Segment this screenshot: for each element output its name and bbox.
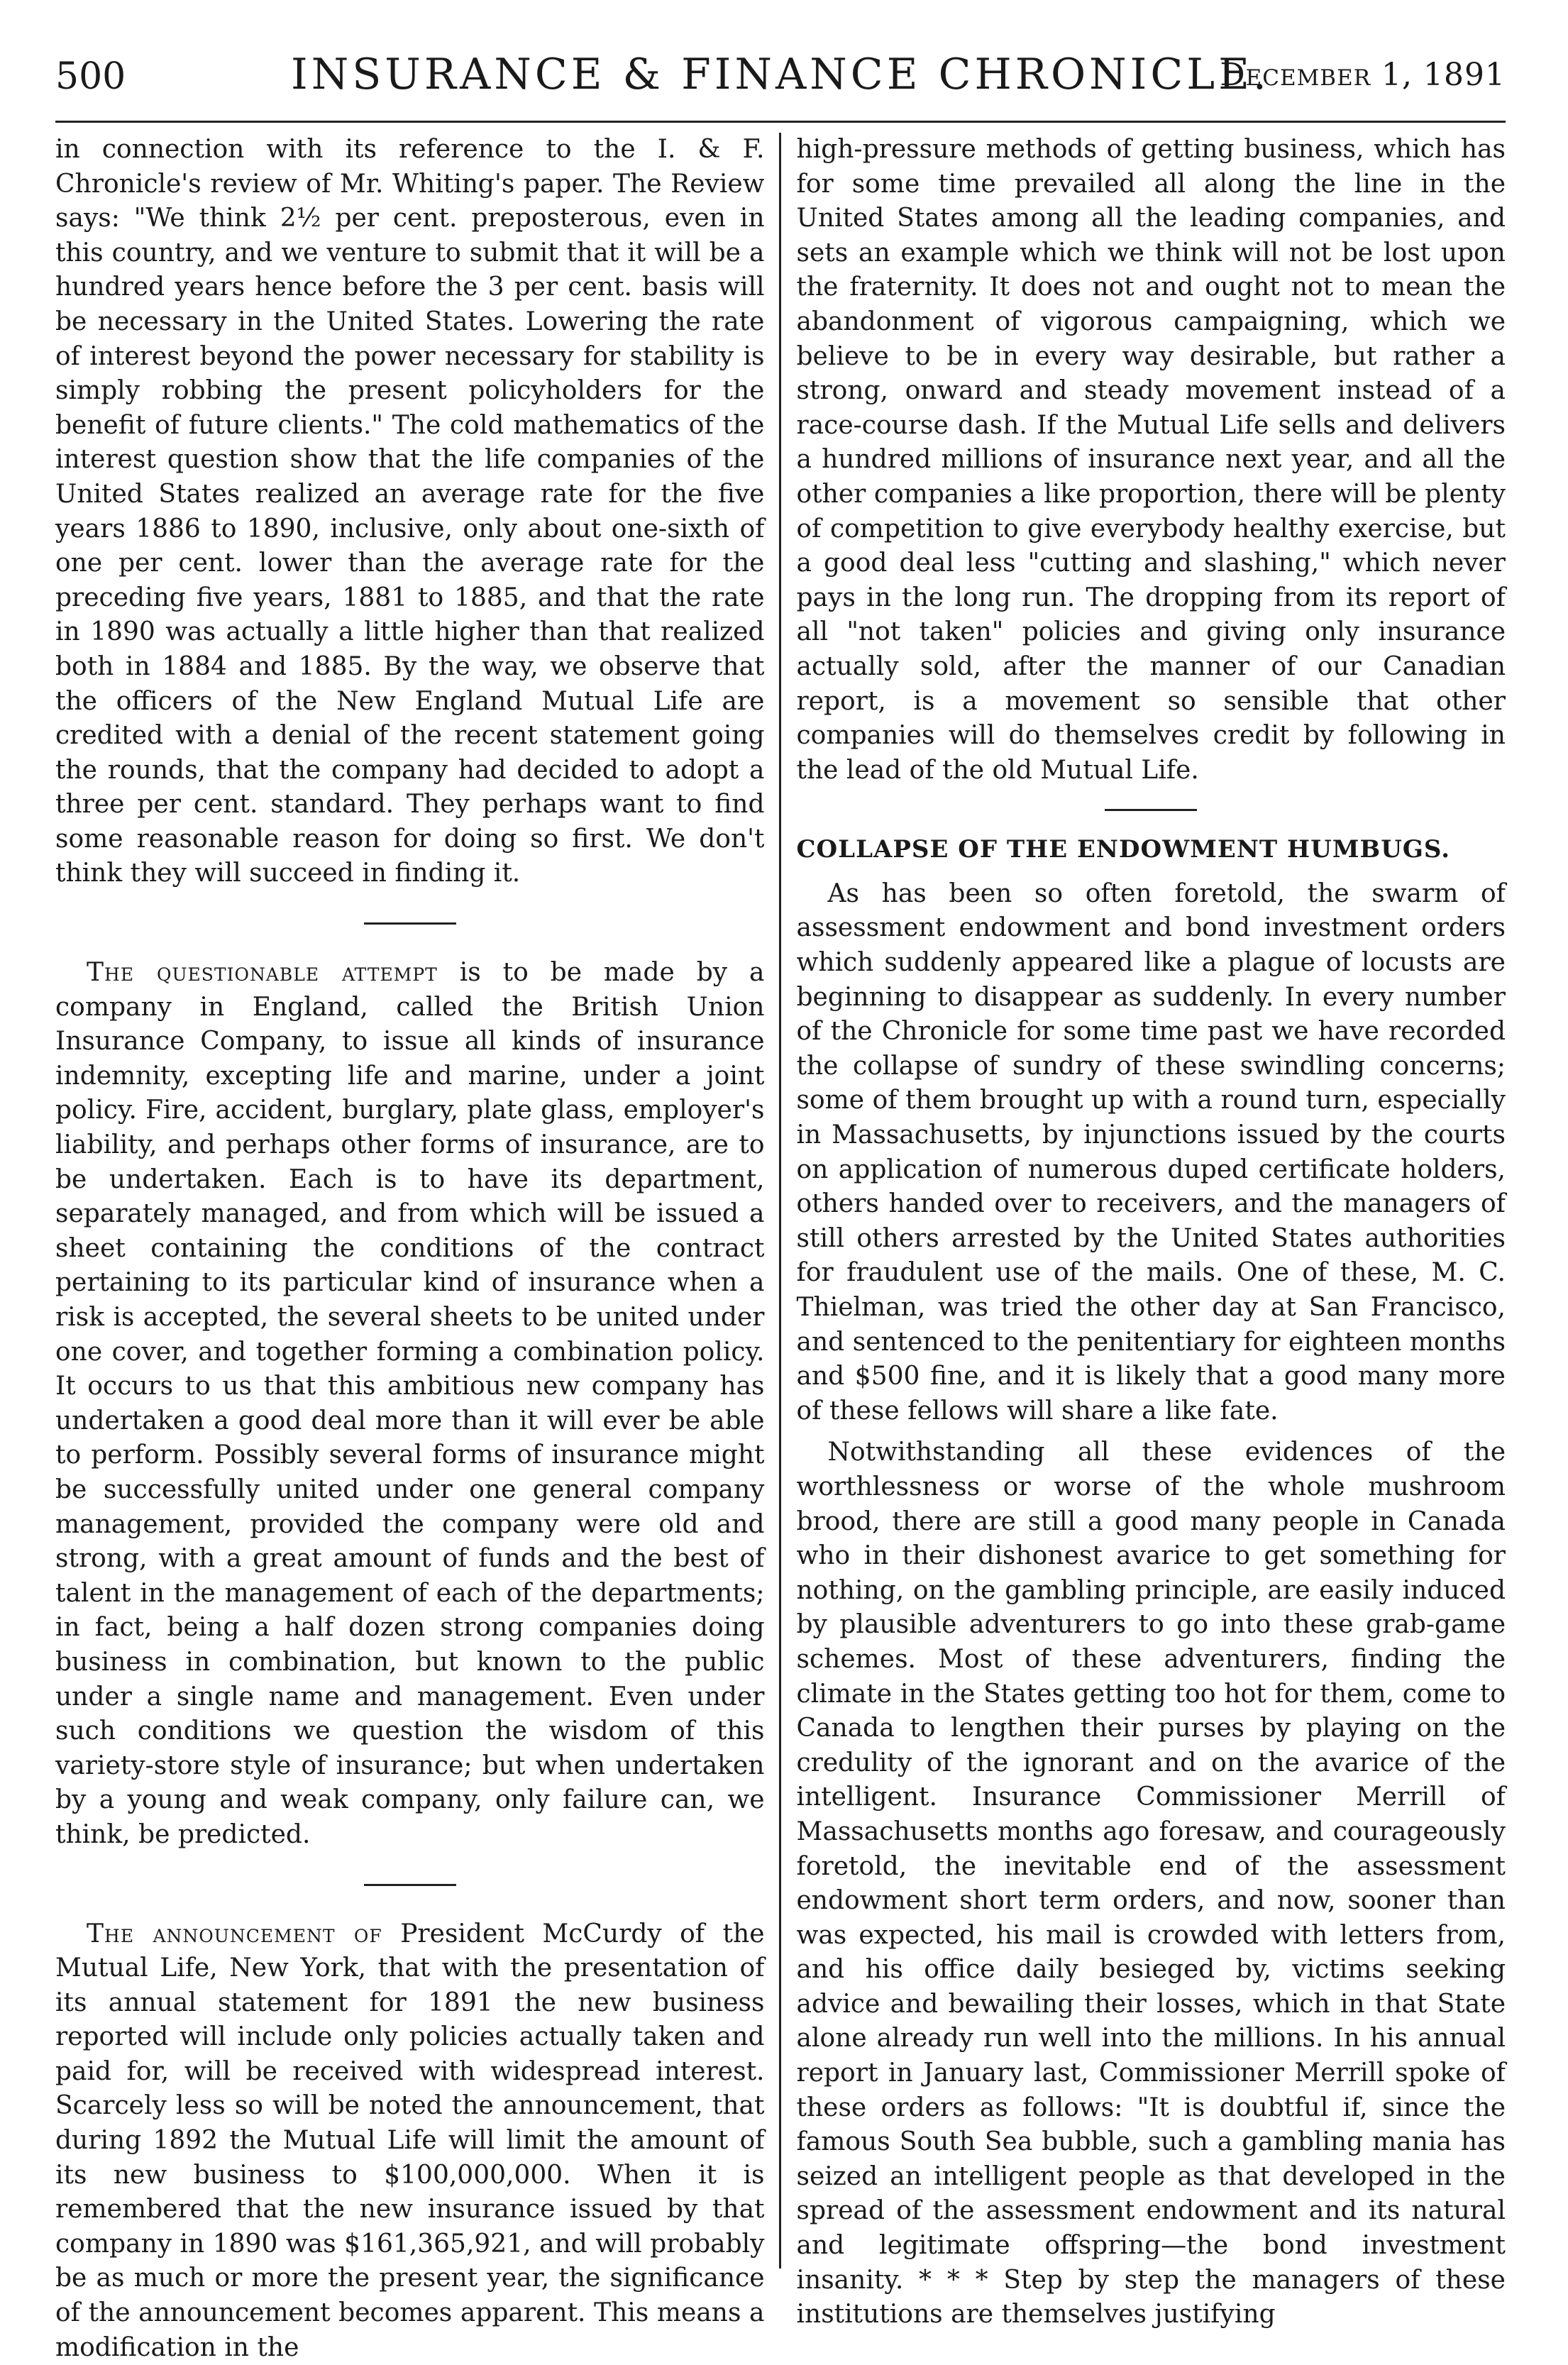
- page-header: [55, 43, 1506, 123]
- endowment-paragraph: As has been so often foretold, the swarm of assessment endowment and bond investment orders which suddenly appeared like a plague of locusts are beginning to disappear as suddenly. In every number of the Chronicle for some time past we have recorded the collapse of sundry of these swindling concerns; some of them brought up with a round turn, especially in Massachusetts, by injunctions issued by the courts on application of numerous duped certificate holders, others handed over to receivers, and the managers of still others arrested by the United States authorities for fraudulent use of the mails. One of these, M. C. Thielman, was tried the other day at San Francisco, and sentenced to the penitentiary for eighteen months and $500 fine, and it is likely that a good many more of these fellows will share a like fate.: [797, 877, 1506, 1429]
- section-rule: [1105, 809, 1197, 811]
- review-paragraph: in connection with its reference to the I. & F. Chronicle's review of Mr. Whiting's paper. The Review says: "We think 2½ per cent. preposterous, even in this country, and we venture to submit that it will be a hundred years hence before the 3 per cent. basis will be necessary in the United States. Lowering the rate of interest beyond the power necessary for stability is simply robbing the present policyholders for the benefit of future clients." The cold mathematics of the interest question show that the life companies of the United States realized an average rate for the five years 1886 to 1890, inclusive, only about one-sixth of one per cent. lower than the average rate for the preceding five years, 1881 to 1885, and that the rate in 1890 was actually a little higher than that realized both in 1884 and 1885. By the way, we observe that the officers of the New England Mutual Life are credited with a denial of the recent statement going the rounds, that the company had decided to adopt a three per cent. standard. They perhaps want to find some reasonable reason for doing so first. We don't think they will succeed in finding it.: [55, 133, 765, 891]
- page-number: 500: [55, 55, 126, 98]
- right-column: [781, 133, 1506, 2268]
- paragraph-lead: The announcement of: [87, 1919, 382, 1948]
- mccurdy-paragraph: [55, 1917, 765, 2365]
- paragraph-body: President McCurdy of the Mutual Life, New York, that with the presentation of its annual statement for 1891 the new business reported will include only policies actually taken and paid for, will be received with widespread interest. Scarcely less so will be noted the announcement, that during 1892 the Mutual Life will limit the amount of its new business to $100,000,000. When it is remembered that the new insurance issued by that company in 1890 was $161,365,921, and will probably be as much or more the present year, the significance of the announcement becomes apparent. This means a modification in the: [55, 1919, 765, 2362]
- merrill-paragraph: Notwithstanding all these evidences of the worthlessness or worse of the whole mushroom brood, there are still a good many people in Canada who in their dishonest avarice to get something for nothing, on the gambling principle, are easily induced by plausible adventurers to go into these grab-game schemes. Most of these adventurers, finding the climate in the States getting too hot for them, come to Canada to lengthen their purses by playing on the credulity of the ignorant and on the avarice of the intelligent. Insurance Commissioner Merrill of Massachusetts months ago foresaw, and courageously foretold, the inevitable end of the assessment endowment short term orders, and now, sooner than was expected, his mail is crowded with letters from, and his office daily besieged by, victims seeking advice and bewailing their losses, which in that State alone already run well into the millions. In his annual report in January last, Commissioner Merrill spoke of these orders as follows: "It is doubtful if, since the famous South Sea bubble, such a gambling mania has seized an intelligent people as that developed in the spread of the assessment endowment and its natural and legitimate offspring—the bond investment insanity. * * * Step by step the managers of these institutions are themselves justifying: [797, 1435, 1506, 2332]
- article-columns: [55, 133, 1506, 2268]
- section-rule: [364, 1884, 456, 1886]
- issue-date: December 1, 1891: [1220, 57, 1506, 93]
- british-union-paragraph: [55, 956, 765, 1852]
- paragraph-body: is to be made by a company in England, called the British Union Insurance Company, to issue all kinds of insurance indemnity, excepting life and marine, under a joint policy. Fire, accident, burglary, plate glass, employer's liability, and perhaps other forms of insurance, are to be undertaken. Each is to have its department, separately managed, and from which will be issued a sheet containing the conditions of the contract pertaining to its particular kind of insurance when a risk is accepted, the several sheets to be united under one cover, and together forming a combination policy. It occurs to us that this ambitious new company has undertaken a good deal more than it will ever be able to perform. Possibly several forms of insurance might be successfully united under one general company management, provided the company were old and strong, with a great amount of funds and the best of talent in the management of each of the departments; in fact, being a half dozen strong companies doing business in combination, but known to the public under a single name and management. Even under such conditions we question the wisdom of this variety-store style of insurance; but when undertaken by a young and weak company, only failure can, we think, be predicted.: [55, 958, 765, 1849]
- section-heading: COLLAPSE OF THE ENDOWMENT HUMBUGS.: [797, 832, 1506, 867]
- section-rule: [364, 922, 456, 925]
- paragraph-lead: The questionable attempt: [87, 958, 438, 987]
- mutual-life-paragraph: high-pressure methods of getting business, which has for some time prevailed all along the line in the United States among all the leading companies, and sets an example which we think will not be lost upon the fraternity. It does not and ought not to mean the abandonment of vigorous campaigning, which we believe to be in every way desirable, but rather a strong, onward and steady movement instead of a race-course dash. If the Mutual Life sells and delivers a hundred millions of insurance next year, and all the other companies a like proportion, there will be plenty of competition to give everybody healthy exercise, but a good deal less "cutting and slashing," which never pays in the long run. The dropping from its report of all "not taken" policies and giving only insurance actually sold, after the manner of our Canadian report, is a movement so sensible that other companies will do themselves credit by following in the lead of the old Mutual Life.: [797, 133, 1506, 788]
- publication-title: INSURANCE & FINANCE CHRONICLE.: [55, 50, 1506, 99]
- left-column: [55, 133, 779, 2268]
